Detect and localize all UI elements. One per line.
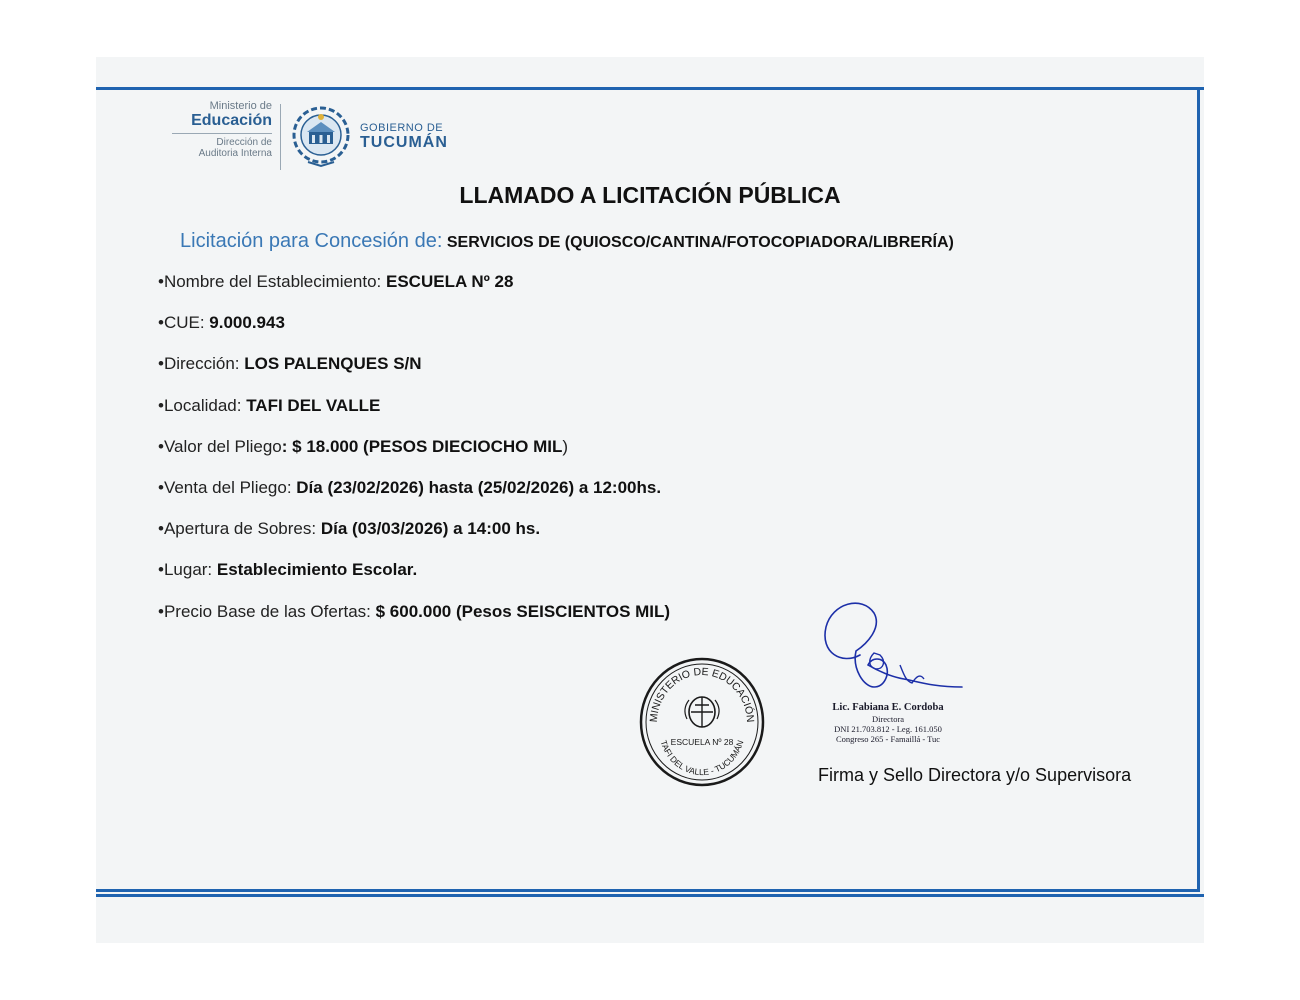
- detail-spec-value: [158, 437, 670, 478]
- detail-key: •Lugar:: [158, 560, 217, 580]
- detail-value: Día (23/02/2026) hasta (25/02/2026) a 12:00hs.: [296, 477, 662, 497]
- school-seal-stamp: [639, 657, 765, 787]
- ministry-separator: [172, 133, 272, 134]
- detail-tail: ): [562, 436, 569, 456]
- detail-key: •Venta del Pliego:: [158, 477, 297, 497]
- detail-key: •Localidad:: [158, 395, 247, 415]
- tender-details-list: [158, 272, 670, 643]
- signature-stamp-block: [818, 702, 958, 744]
- stamp-top-text: MINISTERIO DE EDUCACIÓN: [647, 665, 757, 723]
- detail-value: LOS PALENQUES S/N: [244, 354, 422, 374]
- detail-envelope-opening: [158, 519, 670, 560]
- government-small-text: GOBIERNO DE: [360, 122, 444, 134]
- detail-establishment: [158, 272, 670, 313]
- detail-key: •Valor del Pliego: [158, 436, 282, 456]
- stamp-inner-text: ESCUELA Nº 28: [670, 737, 734, 747]
- bottom-rule: [96, 894, 1204, 897]
- detail-value: ESCUELA Nº 28: [386, 272, 514, 291]
- detail-key: •Precio Base de las Ofertas:: [158, 601, 376, 621]
- handwritten-signature: [812, 595, 972, 705]
- detail-value: Día (03/03/2026) a 14:00 hs.: [320, 519, 541, 539]
- ministry-logo: [160, 100, 272, 159]
- signatory-id: DNI 21.703.812 - Leg. 161.050: [834, 724, 942, 734]
- detail-value: TAFI DEL VALLE: [246, 395, 381, 415]
- government-big-text: TUCUMÁN: [360, 134, 448, 151]
- detail-key: •Apertura de Sobres:: [158, 519, 321, 539]
- ministry-sub-text-1: Dirección de: [216, 137, 272, 148]
- signatory-role: Directora: [871, 714, 905, 724]
- detail-value: Establecimiento Escolar.: [216, 560, 418, 580]
- logo-divider: [280, 104, 281, 170]
- detail-place: [158, 560, 670, 601]
- document-title: LLAMADO A LICITACIÓN PÚBLICA: [459, 182, 841, 208]
- subtitle-value: SERVICIOS DE (QUIOSCO/CANTINA/FOTOCOPIADORA/LIBRERÍA): [446, 234, 954, 251]
- stamp-bottom-text: TAFI DEL VALLE - TUCUMÁN: [658, 738, 746, 778]
- detail-value: : $ 18.000 (PESOS DIECIOCHO MIL: [281, 436, 563, 456]
- header-logos: [160, 100, 500, 172]
- detail-cue: [158, 313, 670, 354]
- detail-value: $ 600.000 (Pesos SEISCIENTOS MIL): [375, 601, 671, 621]
- detail-key: •CUE:: [158, 313, 210, 333]
- detail-key: •Dirección:: [158, 354, 245, 374]
- ministry-sub-text-2: Auditoria Interna: [198, 148, 272, 159]
- detail-spec-sale: [158, 478, 670, 519]
- detail-address: [158, 354, 670, 395]
- signature-caption: Firma y Sello Directora y/o Supervisora: [818, 765, 1132, 785]
- top-rule: [96, 87, 1204, 90]
- detail-locality: [158, 396, 670, 437]
- signatory-address: Congreso 265 - Famaillá - Tuc: [835, 734, 941, 744]
- detail-value: 9.000.943: [209, 313, 285, 333]
- tucuman-emblem-icon: [290, 104, 352, 170]
- detail-key: •Nombre del Establecimiento:: [158, 272, 386, 291]
- tender-subtitle: [180, 230, 954, 253]
- detail-base-price: [158, 602, 670, 643]
- ministry-small-text: Ministerio de: [209, 100, 272, 112]
- subtitle-label: Licitación para Concesión de:: [180, 230, 443, 252]
- signatory-name: Lic. Fabiana E. Cordoba: [832, 702, 944, 713]
- government-logo-text: [360, 122, 448, 152]
- ministry-big-text: Educación: [191, 112, 272, 129]
